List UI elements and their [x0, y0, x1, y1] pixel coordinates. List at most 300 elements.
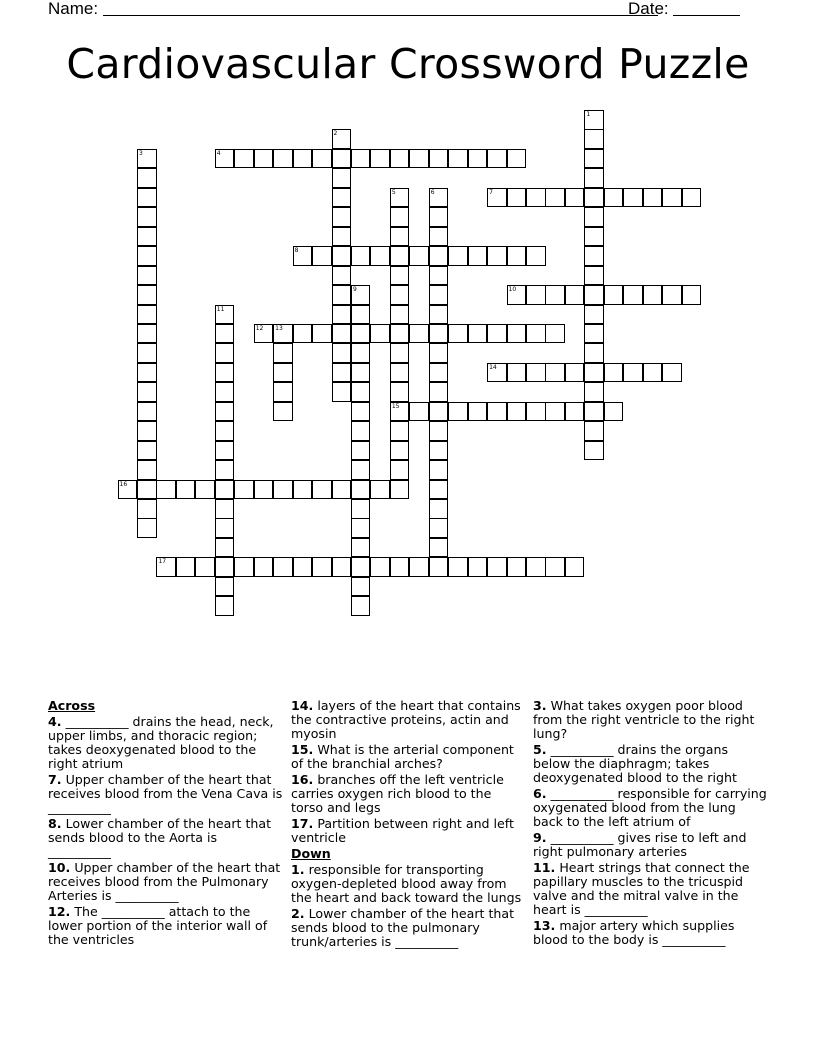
crossword-cell[interactable]: [332, 168, 352, 188]
clue-text: major artery which supplies blood to the body is __________: [533, 918, 735, 947]
crossword-cell[interactable]: [429, 227, 449, 247]
crossword-cell[interactable]: [273, 480, 293, 500]
crossword-cell[interactable]: [293, 149, 313, 169]
crossword-cell[interactable]: [468, 324, 488, 344]
clue-item: [533, 861, 769, 917]
clue-number: 6: [430, 188, 435, 196]
crossword-cell[interactable]: [390, 246, 410, 266]
clue-number: 5.: [533, 742, 547, 757]
crossword-cell[interactable]: [332, 129, 352, 149]
crossword-cell[interactable]: [643, 285, 663, 305]
crossword-cell[interactable]: [137, 499, 157, 519]
crossword-cell[interactable]: [584, 305, 604, 325]
clue-text: Upper chamber of the heart that receives blood from the Vena Cava is __________: [48, 772, 283, 815]
clue-text: What takes oxygen poor blood from the right ventricle to the right lung?: [533, 698, 755, 741]
crossword-cell[interactable]: [137, 324, 157, 344]
crossword-cell[interactable]: [215, 382, 235, 402]
clue-text: Upper chamber of the heart that receives blood from the Pulmonary Arteries is __________: [48, 860, 281, 903]
crossword-cell[interactable]: [429, 266, 449, 286]
crossword-cell[interactable]: [507, 246, 527, 266]
clue-text: __________ gives rise to left and right pulmonary arteries: [533, 830, 747, 859]
crossword-cell[interactable]: [429, 382, 449, 402]
crossword-cell[interactable]: [390, 363, 410, 383]
crossword-cell[interactable]: [390, 266, 410, 286]
crossword-cell[interactable]: [429, 402, 449, 422]
crossword-cell[interactable]: [215, 305, 235, 325]
crossword-cell[interactable]: [312, 324, 332, 344]
crossword-cell[interactable]: [390, 207, 410, 227]
crossword-cell[interactable]: [429, 246, 449, 266]
clue-number: 11: [216, 305, 225, 313]
crossword-cell[interactable]: [409, 149, 429, 169]
crossword-cell[interactable]: [507, 402, 527, 422]
clue-number: 14.: [291, 698, 314, 713]
crossword-cell[interactable]: [332, 246, 352, 266]
crossword-cell[interactable]: [137, 343, 157, 363]
page-title: Cardiovascular Crossword Puzzle: [66, 40, 750, 88]
crossword-cell[interactable]: [682, 285, 702, 305]
crossword-cell[interactable]: [137, 363, 157, 383]
down-clue-list-continued: [533, 699, 769, 947]
crossword-cell[interactable]: [545, 402, 565, 422]
crossword-cell[interactable]: [468, 402, 488, 422]
clue-item: [291, 773, 527, 815]
crossword-cell[interactable]: [390, 402, 410, 422]
clue-number: 10.: [48, 860, 71, 875]
crossword-cell[interactable]: [429, 518, 449, 538]
clue-number: 16: [119, 480, 128, 488]
clue-text: Heart strings that connect the papillary muscles to the tricuspid valve and the mitral valve in the heart is __________: [533, 860, 750, 917]
crossword-cell[interactable]: [176, 557, 196, 577]
crossword-cell[interactable]: [137, 168, 157, 188]
crossword-cell[interactable]: [662, 188, 682, 208]
crossword-cell[interactable]: [429, 557, 449, 577]
clue-column-3: [533, 699, 769, 949]
crossword-cell[interactable]: [545, 324, 565, 344]
clue-item: [533, 919, 769, 947]
crossword-cell[interactable]: [604, 285, 624, 305]
crossword-cell[interactable]: [234, 149, 254, 169]
down-clue-list: [291, 863, 527, 949]
clue-number: 2: [333, 130, 338, 138]
clue-item: [291, 699, 527, 741]
crossword-cell[interactable]: [273, 557, 293, 577]
crossword-cell[interactable]: [390, 305, 410, 325]
crossword-cell[interactable]: [429, 538, 449, 558]
crossword-cell[interactable]: [526, 324, 546, 344]
crossword-cell[interactable]: [507, 149, 527, 169]
crossword-cell[interactable]: [370, 149, 390, 169]
crossword-cell[interactable]: [332, 207, 352, 227]
crossword-cell[interactable]: [273, 363, 293, 383]
clue-item: [48, 905, 284, 947]
crossword-cell[interactable]: [545, 285, 565, 305]
clue-item: [291, 863, 527, 905]
crossword-cell[interactable]: [565, 363, 585, 383]
crossword-cell[interactable]: [409, 557, 429, 577]
crossword-cell[interactable]: [332, 266, 352, 286]
crossword-cell[interactable]: [584, 343, 604, 363]
across-clue-list: [48, 715, 284, 947]
crossword-cell[interactable]: [584, 363, 604, 383]
crossword-cell[interactable]: [409, 246, 429, 266]
crossword-cell[interactable]: [584, 324, 604, 344]
crossword-cell[interactable]: [332, 188, 352, 208]
crossword-cell[interactable]: [507, 363, 527, 383]
clue-number: 4.: [48, 714, 62, 729]
clue-item: [533, 831, 769, 859]
crossword-cell[interactable]: [351, 480, 371, 500]
crossword-cell[interactable]: [487, 149, 507, 169]
crossword-cell[interactable]: [370, 480, 390, 500]
crossword-cell[interactable]: [468, 246, 488, 266]
crossword-cell[interactable]: [351, 285, 371, 305]
crossword-cell[interactable]: [137, 149, 157, 169]
crossword-cell[interactable]: [137, 382, 157, 402]
clue-text: What is the arterial component of the branchial arches?: [291, 742, 514, 771]
crossword-cell[interactable]: [390, 227, 410, 247]
crossword-cell[interactable]: [195, 557, 215, 577]
crossword-cell[interactable]: [584, 227, 604, 247]
crossword-cell[interactable]: [545, 363, 565, 383]
crossword-cell[interactable]: [215, 402, 235, 422]
crossword-cell[interactable]: [448, 246, 468, 266]
clue-number: 7.: [48, 772, 62, 787]
clue-number: 12.: [48, 904, 71, 919]
crossword-cell[interactable]: [429, 363, 449, 383]
crossword-cell[interactable]: [273, 149, 293, 169]
crossword-cell[interactable]: [332, 343, 352, 363]
crossword-cell[interactable]: [137, 460, 157, 480]
crossword-cell[interactable]: [234, 557, 254, 577]
crossword-cell[interactable]: [234, 480, 254, 500]
clue-item: [48, 715, 284, 771]
crossword-cell[interactable]: [604, 363, 624, 383]
crossword-cell[interactable]: [215, 149, 235, 169]
crossword-cell[interactable]: [429, 207, 449, 227]
crossword-cell[interactable]: [156, 557, 176, 577]
clue-item: [533, 787, 769, 829]
crossword-cell[interactable]: [623, 363, 643, 383]
crossword-cell[interactable]: [254, 149, 274, 169]
clue-text: __________ responsible for carrying oxygenated blood from the lung back to the left atrium of: [533, 786, 767, 829]
crossword-cell[interactable]: [351, 382, 371, 402]
crossword-cell[interactable]: [137, 421, 157, 441]
crossword-cell[interactable]: [215, 499, 235, 519]
crossword-cell[interactable]: [215, 441, 235, 461]
clue-text: __________ drains the organs below the diaphragm; takes deoxygenated blood to the right: [533, 742, 737, 785]
crossword-cell[interactable]: [312, 480, 332, 500]
crossword-cell[interactable]: [273, 343, 293, 363]
crossword-cell[interactable]: [351, 538, 371, 558]
crossword-cell[interactable]: [507, 188, 527, 208]
crossword-cell[interactable]: [584, 285, 604, 305]
crossword-cell[interactable]: [584, 382, 604, 402]
crossword-cell[interactable]: [195, 480, 215, 500]
crossword-cell[interactable]: [468, 149, 488, 169]
crossword-cell[interactable]: [312, 557, 332, 577]
crossword-cell[interactable]: [526, 246, 546, 266]
across-clue-list-continued: [291, 699, 527, 845]
date-label: Date:: [628, 0, 669, 18]
crossword-cell[interactable]: [604, 402, 624, 422]
clue-number: 3.: [533, 698, 547, 713]
crossword-cell[interactable]: [390, 421, 410, 441]
crossword-cell[interactable]: [332, 305, 352, 325]
crossword-cell[interactable]: [429, 188, 449, 208]
crossword-cell[interactable]: [390, 343, 410, 363]
crossword-cell[interactable]: [332, 363, 352, 383]
crossword-cell[interactable]: [565, 285, 585, 305]
crossword-cell[interactable]: [351, 149, 371, 169]
crossword-cell[interactable]: [137, 207, 157, 227]
crossword-cell[interactable]: [526, 285, 546, 305]
crossword-cell[interactable]: [137, 188, 157, 208]
down-heading: Down: [291, 846, 331, 861]
clue-number: 8: [294, 247, 299, 255]
crossword-cell[interactable]: [468, 557, 488, 577]
crossword-cell[interactable]: [487, 246, 507, 266]
crossword-cell[interactable]: [565, 188, 585, 208]
crossword-cell[interactable]: [351, 577, 371, 597]
crossword-cell[interactable]: [584, 441, 604, 461]
crossword-cell[interactable]: [507, 324, 527, 344]
clue-number: 12: [255, 324, 264, 332]
crossword-cell[interactable]: [526, 402, 546, 422]
name-label: Name:: [48, 0, 99, 18]
crossword-cell[interactable]: [215, 480, 235, 500]
crossword-cell[interactable]: [448, 149, 468, 169]
crossword-cell[interactable]: [370, 324, 390, 344]
crossword-cell[interactable]: [409, 402, 429, 422]
crossword-cell[interactable]: [487, 363, 507, 383]
crossword-cell[interactable]: [584, 207, 604, 227]
crossword-cell[interactable]: [565, 402, 585, 422]
crossword-cell[interactable]: [390, 382, 410, 402]
crossword-cell[interactable]: [429, 460, 449, 480]
crossword-cell[interactable]: [351, 305, 371, 325]
crossword-cell[interactable]: [312, 149, 332, 169]
clue-text: The __________ attach to the lower portion of the interior wall of the ventricles: [48, 904, 268, 947]
crossword-cell[interactable]: [682, 188, 702, 208]
clue-text: Lower chamber of the heart that sends blood to the Aorta is __________: [48, 816, 272, 859]
clue-item: [48, 861, 284, 903]
clue-text: branches off the left ventricle carries oxygen rich blood to the torso and legs: [291, 772, 504, 815]
crossword-cell[interactable]: [584, 110, 604, 130]
clue-number: 9: [352, 286, 357, 294]
crossword-cell[interactable]: [215, 363, 235, 383]
clue-number: 7: [489, 188, 493, 196]
crossword-cell[interactable]: [215, 538, 235, 558]
crossword-cell[interactable]: [351, 518, 371, 538]
crossword-cell[interactable]: [448, 557, 468, 577]
crossword-cell[interactable]: [215, 343, 235, 363]
crossword-cell[interactable]: [487, 402, 507, 422]
crossword-cell[interactable]: [293, 246, 313, 266]
crossword-cell[interactable]: [137, 402, 157, 422]
clue-number: 13: [275, 324, 283, 332]
crossword-cell[interactable]: [215, 596, 235, 616]
crossword-cell[interactable]: [623, 285, 643, 305]
crossword-cell[interactable]: [526, 188, 546, 208]
clue-number: 11.: [533, 860, 556, 875]
clue-number: 1.: [291, 862, 305, 877]
crossword-cell[interactable]: [215, 460, 235, 480]
crossword-cell[interactable]: [293, 324, 313, 344]
crossword-cell[interactable]: [584, 149, 604, 169]
crossword-cell[interactable]: [351, 246, 371, 266]
crossword-cell[interactable]: [604, 188, 624, 208]
crossword-cell[interactable]: [332, 227, 352, 247]
crossword-cell[interactable]: [137, 227, 157, 247]
crossword-cell[interactable]: [487, 324, 507, 344]
crossword-cell[interactable]: [351, 596, 371, 616]
clue-number: 8.: [48, 816, 62, 831]
clue-item: [48, 773, 284, 815]
crossword-cell[interactable]: [545, 557, 565, 577]
crossword-cell[interactable]: [429, 421, 449, 441]
crossword-cell[interactable]: [137, 518, 157, 538]
crossword-cell[interactable]: [584, 421, 604, 441]
crossword-cell[interactable]: [429, 149, 449, 169]
clue-item: [291, 743, 527, 771]
crossword-cell[interactable]: [584, 129, 604, 149]
crossword-cell[interactable]: [584, 266, 604, 286]
crossword-cell[interactable]: [351, 441, 371, 461]
crossword-cell[interactable]: [390, 149, 410, 169]
crossword-cell[interactable]: [390, 460, 410, 480]
clue-number: 4: [216, 149, 221, 157]
crossword-cell[interactable]: [332, 324, 352, 344]
clue-number: 15: [391, 402, 400, 410]
crossword-cell[interactable]: [390, 557, 410, 577]
crossword-cell[interactable]: [293, 480, 313, 500]
crossword-cell[interactable]: [390, 188, 410, 208]
crossword-cell[interactable]: [390, 324, 410, 344]
crossword-cell[interactable]: [390, 285, 410, 305]
clue-number: 6.: [533, 786, 547, 801]
crossword-cell[interactable]: [156, 480, 176, 500]
crossword-cell[interactable]: [351, 460, 371, 480]
crossword-cell[interactable]: [273, 402, 293, 422]
clue-item: [291, 817, 527, 845]
crossword-cell[interactable]: [507, 557, 527, 577]
clue-number: 14: [489, 363, 497, 371]
clue-number: 13.: [533, 918, 556, 933]
crossword-cell[interactable]: [254, 557, 274, 577]
crossword-cell[interactable]: [137, 305, 157, 325]
crossword-cell[interactable]: [351, 499, 371, 519]
clue-number: 17: [158, 558, 167, 566]
crossword-cell[interactable]: [584, 246, 604, 266]
crossword-cell[interactable]: [215, 577, 235, 597]
crossword-cell[interactable]: [351, 421, 371, 441]
crossword-cell[interactable]: [351, 557, 371, 577]
crossword-cell[interactable]: [273, 382, 293, 402]
crossword-cell[interactable]: [351, 363, 371, 383]
crossword-cell[interactable]: [526, 557, 546, 577]
crossword-cell[interactable]: [390, 441, 410, 461]
crossword-cell[interactable]: [409, 324, 429, 344]
crossword-cell[interactable]: [332, 285, 352, 305]
crossword-cell[interactable]: [332, 480, 352, 500]
crossword-cell[interactable]: [215, 518, 235, 538]
crossword-cell[interactable]: [332, 557, 352, 577]
crossword-cell[interactable]: [254, 324, 274, 344]
crossword-cell[interactable]: [176, 480, 196, 500]
crossword-cell[interactable]: [448, 402, 468, 422]
clue-column-1: [48, 699, 284, 949]
crossword-cell[interactable]: [332, 382, 352, 402]
clue-text: layers of the heart that contains the contractive proteins, actin and myosin: [291, 698, 521, 741]
crossword-cell[interactable]: [351, 343, 371, 363]
crossword-cell[interactable]: [448, 324, 468, 344]
crossword-cell[interactable]: [429, 441, 449, 461]
across-heading: Across: [48, 698, 96, 713]
clue-number: 3: [139, 149, 143, 157]
clue-number: 17.: [291, 816, 314, 831]
crossword-cell[interactable]: [545, 188, 565, 208]
crossword-cell[interactable]: [429, 343, 449, 363]
crossword-cell[interactable]: [507, 285, 527, 305]
crossword-cell[interactable]: [487, 188, 507, 208]
crossword-cell[interactable]: [215, 421, 235, 441]
crossword-cell[interactable]: [429, 499, 449, 519]
crossword-cell[interactable]: [429, 324, 449, 344]
crossword-cell[interactable]: [390, 480, 410, 500]
crossword-cell[interactable]: [273, 324, 293, 344]
crossword-cell[interactable]: [623, 188, 643, 208]
crossword-cell[interactable]: [293, 557, 313, 577]
crossword-cell[interactable]: [215, 324, 235, 344]
crossword-cell[interactable]: [254, 480, 274, 500]
crossword-cell[interactable]: [429, 285, 449, 305]
crossword-cell[interactable]: [332, 149, 352, 169]
crossword-cell[interactable]: [429, 480, 449, 500]
crossword-cell[interactable]: [643, 363, 663, 383]
crossword-cell[interactable]: [370, 246, 390, 266]
crossword-cell[interactable]: [565, 557, 585, 577]
crossword-cell[interactable]: [137, 480, 157, 500]
crossword-cell[interactable]: [215, 557, 235, 577]
clue-number: 16.: [291, 772, 314, 787]
crossword-cell[interactable]: [584, 168, 604, 188]
crossword-cell[interactable]: [351, 402, 371, 422]
crossword-cell[interactable]: [662, 285, 682, 305]
crossword-cell[interactable]: [487, 557, 507, 577]
crossword-cell[interactable]: [351, 324, 371, 344]
crossword-cell[interactable]: [137, 285, 157, 305]
crossword-cell[interactable]: [137, 246, 157, 266]
crossword-cell[interactable]: [370, 557, 390, 577]
crossword-cell[interactable]: [526, 363, 546, 383]
clue-item: [291, 907, 527, 949]
crossword-cell[interactable]: [137, 266, 157, 286]
crossword-cell[interactable]: [584, 402, 604, 422]
crossword-cell[interactable]: [662, 363, 682, 383]
clue-item: [533, 699, 769, 741]
crossword-cell[interactable]: [118, 480, 138, 500]
clue-number: 15.: [291, 742, 314, 757]
crossword-cell[interactable]: [137, 441, 157, 461]
crossword-cell[interactable]: [643, 188, 663, 208]
crossword-cell[interactable]: [312, 246, 332, 266]
clue-text: Lower chamber of the heart that sends blood to the pulmonary trunk/arteries is __________: [291, 906, 515, 949]
clue-number: 9.: [533, 830, 547, 845]
clue-text: Partition between right and left ventricle: [291, 816, 514, 845]
crossword-cell[interactable]: [584, 188, 604, 208]
crossword-cell[interactable]: [429, 305, 449, 325]
